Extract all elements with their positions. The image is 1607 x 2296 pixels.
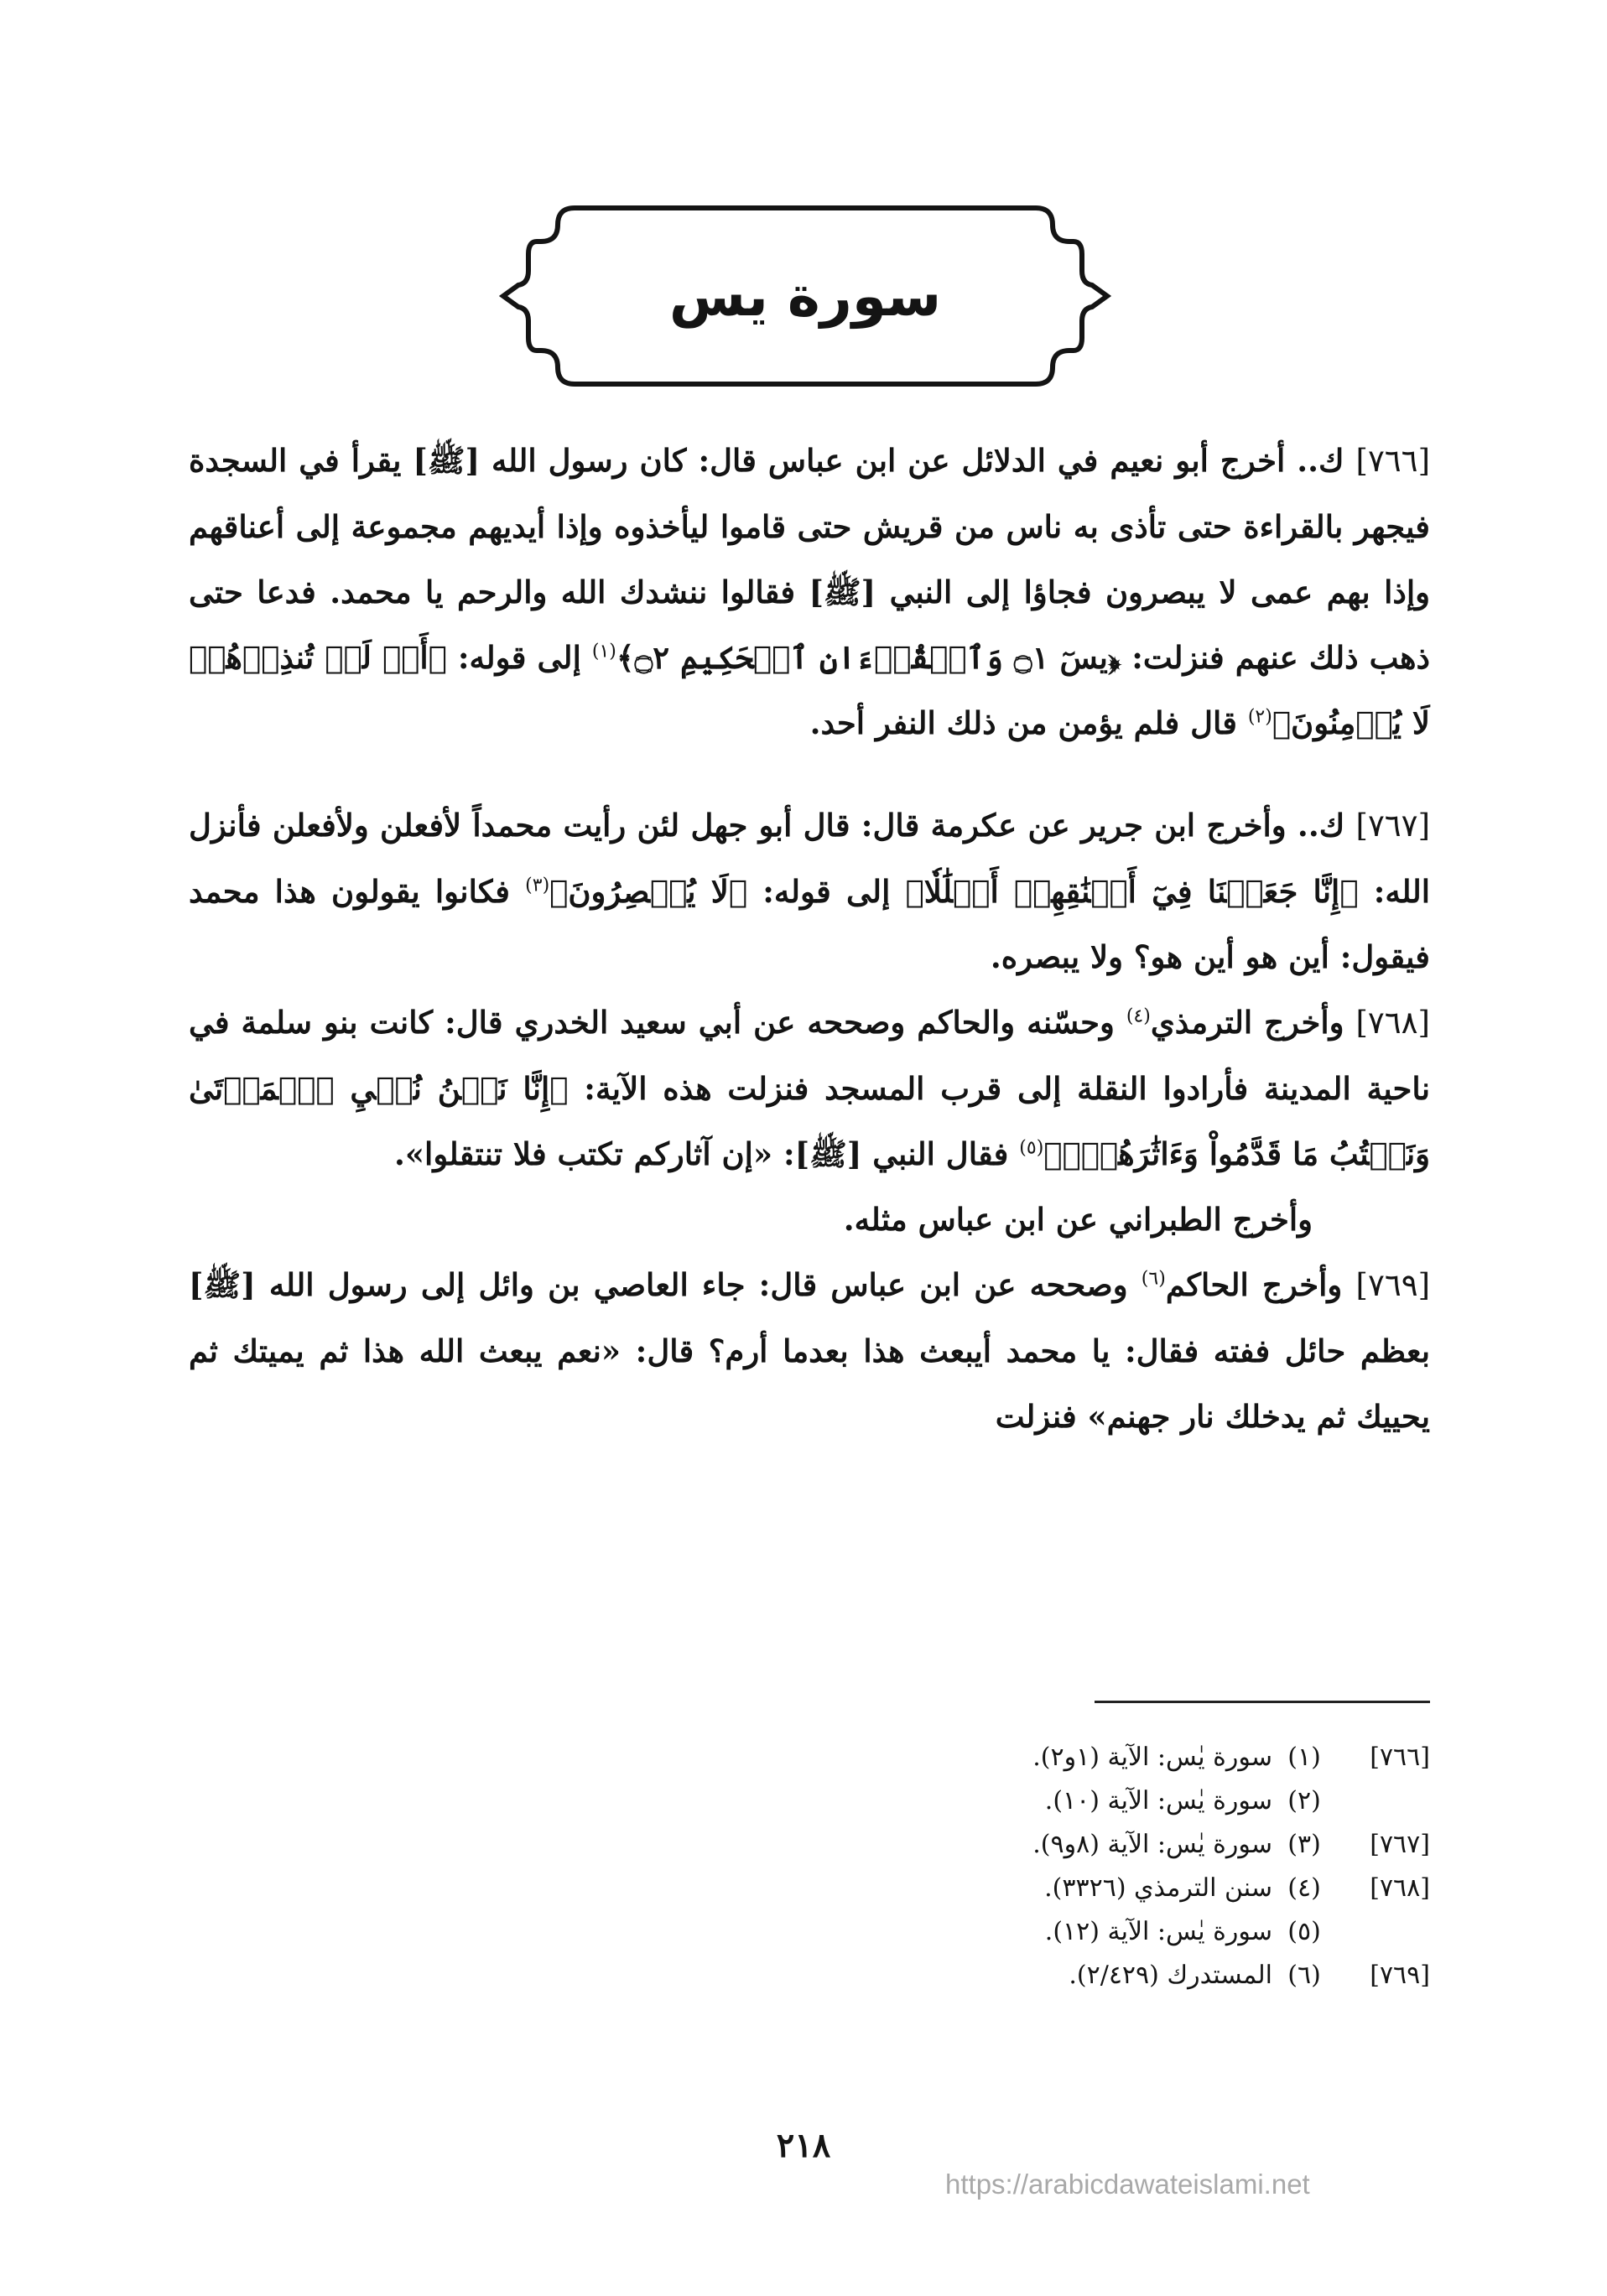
paragraph-766 xyxy=(189,428,1430,756)
surah-title-frame xyxy=(495,191,1116,401)
footnotes xyxy=(755,1736,1430,1997)
footnote-divider xyxy=(1095,1701,1430,1703)
paragraph-text: وحسّنه والحاكم وصححه عن أبي سعيد الخدري قال: كانت بنو سلمة في ناحية المدينة فأرادوا النقلة إلى قرب المسجد فنزلت هذه الآية: ﴿إِنَّا نَحۡنُ نُحۡيِ ٱلۡمَوۡتَىٰ وَنَكۡتُبُ مَا قَدَّمُواْ وَءَاثَٰرَهُمۡۚ﴾ xyxy=(189,1004,1430,1172)
footnote-text: المستدرك (٢/٤٢٩). xyxy=(1069,1961,1272,1990)
footnote-ref: [٧٦٧] xyxy=(1370,1830,1430,1859)
footnote-item xyxy=(755,1736,1430,1779)
hadith-ref: [٧٦٩] xyxy=(1355,1267,1431,1303)
footnote-number: (٤) xyxy=(1287,1873,1321,1903)
footnote-item xyxy=(755,1954,1430,1997)
paragraph-text: وأخرج الطبراني عن ابن عباس مثله. xyxy=(843,1201,1313,1238)
paragraph-tabarani xyxy=(189,1187,1430,1252)
footnote-text: سورة يٰس: الآية (٨و٩). xyxy=(1032,1830,1272,1859)
footnote-ref: [٧٦٩] xyxy=(1370,1961,1430,1990)
page-number: ٢١٨ xyxy=(776,2126,831,2165)
footnote-number: (١) xyxy=(1287,1743,1321,1772)
paragraph-text: ك.. وأخرج ابن جرير عن عكرمة قال: قال أبو جهل لئن رأيت محمداً لأفعلن ولأفعلن فأنزل الله: ﴿إِنَّا جَعَلۡنَا فِيٓ أَعۡنَٰقِهِمۡ أَغۡلَٰلٗا﴾ إلى قوله: ﴿لَا يُبۡصِرُونَ﴾ xyxy=(189,807,1430,910)
footnote-marker: (٥) xyxy=(1019,1137,1044,1159)
footnote-number: (٣) xyxy=(1287,1830,1321,1859)
hadith-ref: [٧٦٨] xyxy=(1355,1005,1430,1041)
footnote-ref: [٧٦٨] xyxy=(1370,1873,1430,1903)
paragraph-text: إلى قوله: ﴿أَمۡ لَمۡ تُنذِرۡهُمۡ لَا يُؤۡمِنُونَ﴾ xyxy=(189,639,1430,741)
footnote-text: سورة يٰس: الآية (١٠). xyxy=(1044,1786,1272,1816)
paragraph-text: قال فلم يؤمن من ذلك النفر أحد. xyxy=(809,704,1248,741)
main-text xyxy=(189,428,1430,1449)
hadith-ref: [٧٦٧] xyxy=(1355,808,1430,844)
footnote-marker: (٦) xyxy=(1141,1268,1166,1290)
footnote-item xyxy=(755,1779,1430,1823)
surah-title: سورة يس xyxy=(668,263,942,329)
paragraph-text: وصححه عن ابن عباس قال: جاء العاصي بن وائل إلى رسول الله [ﷺ] بعظم حائل ففته فقال: يا محمد أيبعث هذا بعدما أرم؟ قال: «نعم يبعث الله هذا ثم يميتك ثم يحييك ثم يدخلك نار جهنم» فنزلت xyxy=(189,1266,1430,1435)
paragraph-767 xyxy=(189,792,1430,990)
footnote-ref: [٧٦٦] xyxy=(1370,1743,1430,1772)
footnote-number: (٢) xyxy=(1287,1786,1321,1816)
footnote-marker: (٤) xyxy=(1126,1005,1151,1027)
paragraph-769 xyxy=(189,1252,1430,1449)
paragraph-text: فقال النبي [ﷺ]: «إن آثاركم تكتب فلا تنتقلوا». xyxy=(394,1135,1020,1172)
watermark-url: https://arabicdawateislami.net xyxy=(945,2169,1310,2200)
footnote-marker: (٣) xyxy=(525,875,550,896)
footnote-text: سورة يٰس: الآية (١و٢). xyxy=(1032,1743,1272,1772)
footnote-marker: (١) xyxy=(591,641,616,662)
paragraph-text: وأخرج الترمذي xyxy=(1150,1004,1344,1041)
footnote-item xyxy=(755,1910,1430,1954)
footnote-item xyxy=(755,1823,1430,1867)
footnote-marker: (٢) xyxy=(1247,706,1272,728)
footnote-text: سنن الترمذي (٣٣٢٦). xyxy=(1044,1873,1272,1903)
paragraph-text: ك.. أخرج أبو نعيم في الدلائل عن ابن عباس قال: كان رسول الله [ﷺ] يقرأ في السجدة فيجهر بالقراءة حتى تأذى به ناس من قريش حتى قاموا ليأخذوه وإذا أيديهم مجموعة إلى أعناقهم وإذا بهم عمى لا يبصرون فجاؤا إلى النبي [ﷺ] فقالوا ننشدك الله والرحم يا محمد. فدعا حتى ذهب ذلك عنهم فنزلت: ﴿يسٓ ۝١ وَٱلۡقُرۡءَانِ ٱلۡحَكِيمِ ۝٢﴾ xyxy=(189,442,1430,676)
footnote-number: (٥) xyxy=(1287,1917,1321,1946)
footnote-item xyxy=(755,1867,1430,1910)
paragraph-768 xyxy=(189,990,1430,1187)
footnote-number: (٦) xyxy=(1287,1961,1321,1990)
footnote-text: سورة يٰس: الآية (١٢). xyxy=(1044,1917,1272,1946)
paragraph-text: فكانوا يقولون هذا محمد فيقول: أين هو أين هو؟ ولا يبصره. xyxy=(189,873,1430,975)
footnote-ref xyxy=(1336,1910,1430,1954)
footnote-ref xyxy=(1336,1779,1430,1823)
hadith-ref: [٧٦٦] xyxy=(1355,443,1430,479)
paragraph-text: وأخرج الحاكم xyxy=(1165,1266,1343,1303)
